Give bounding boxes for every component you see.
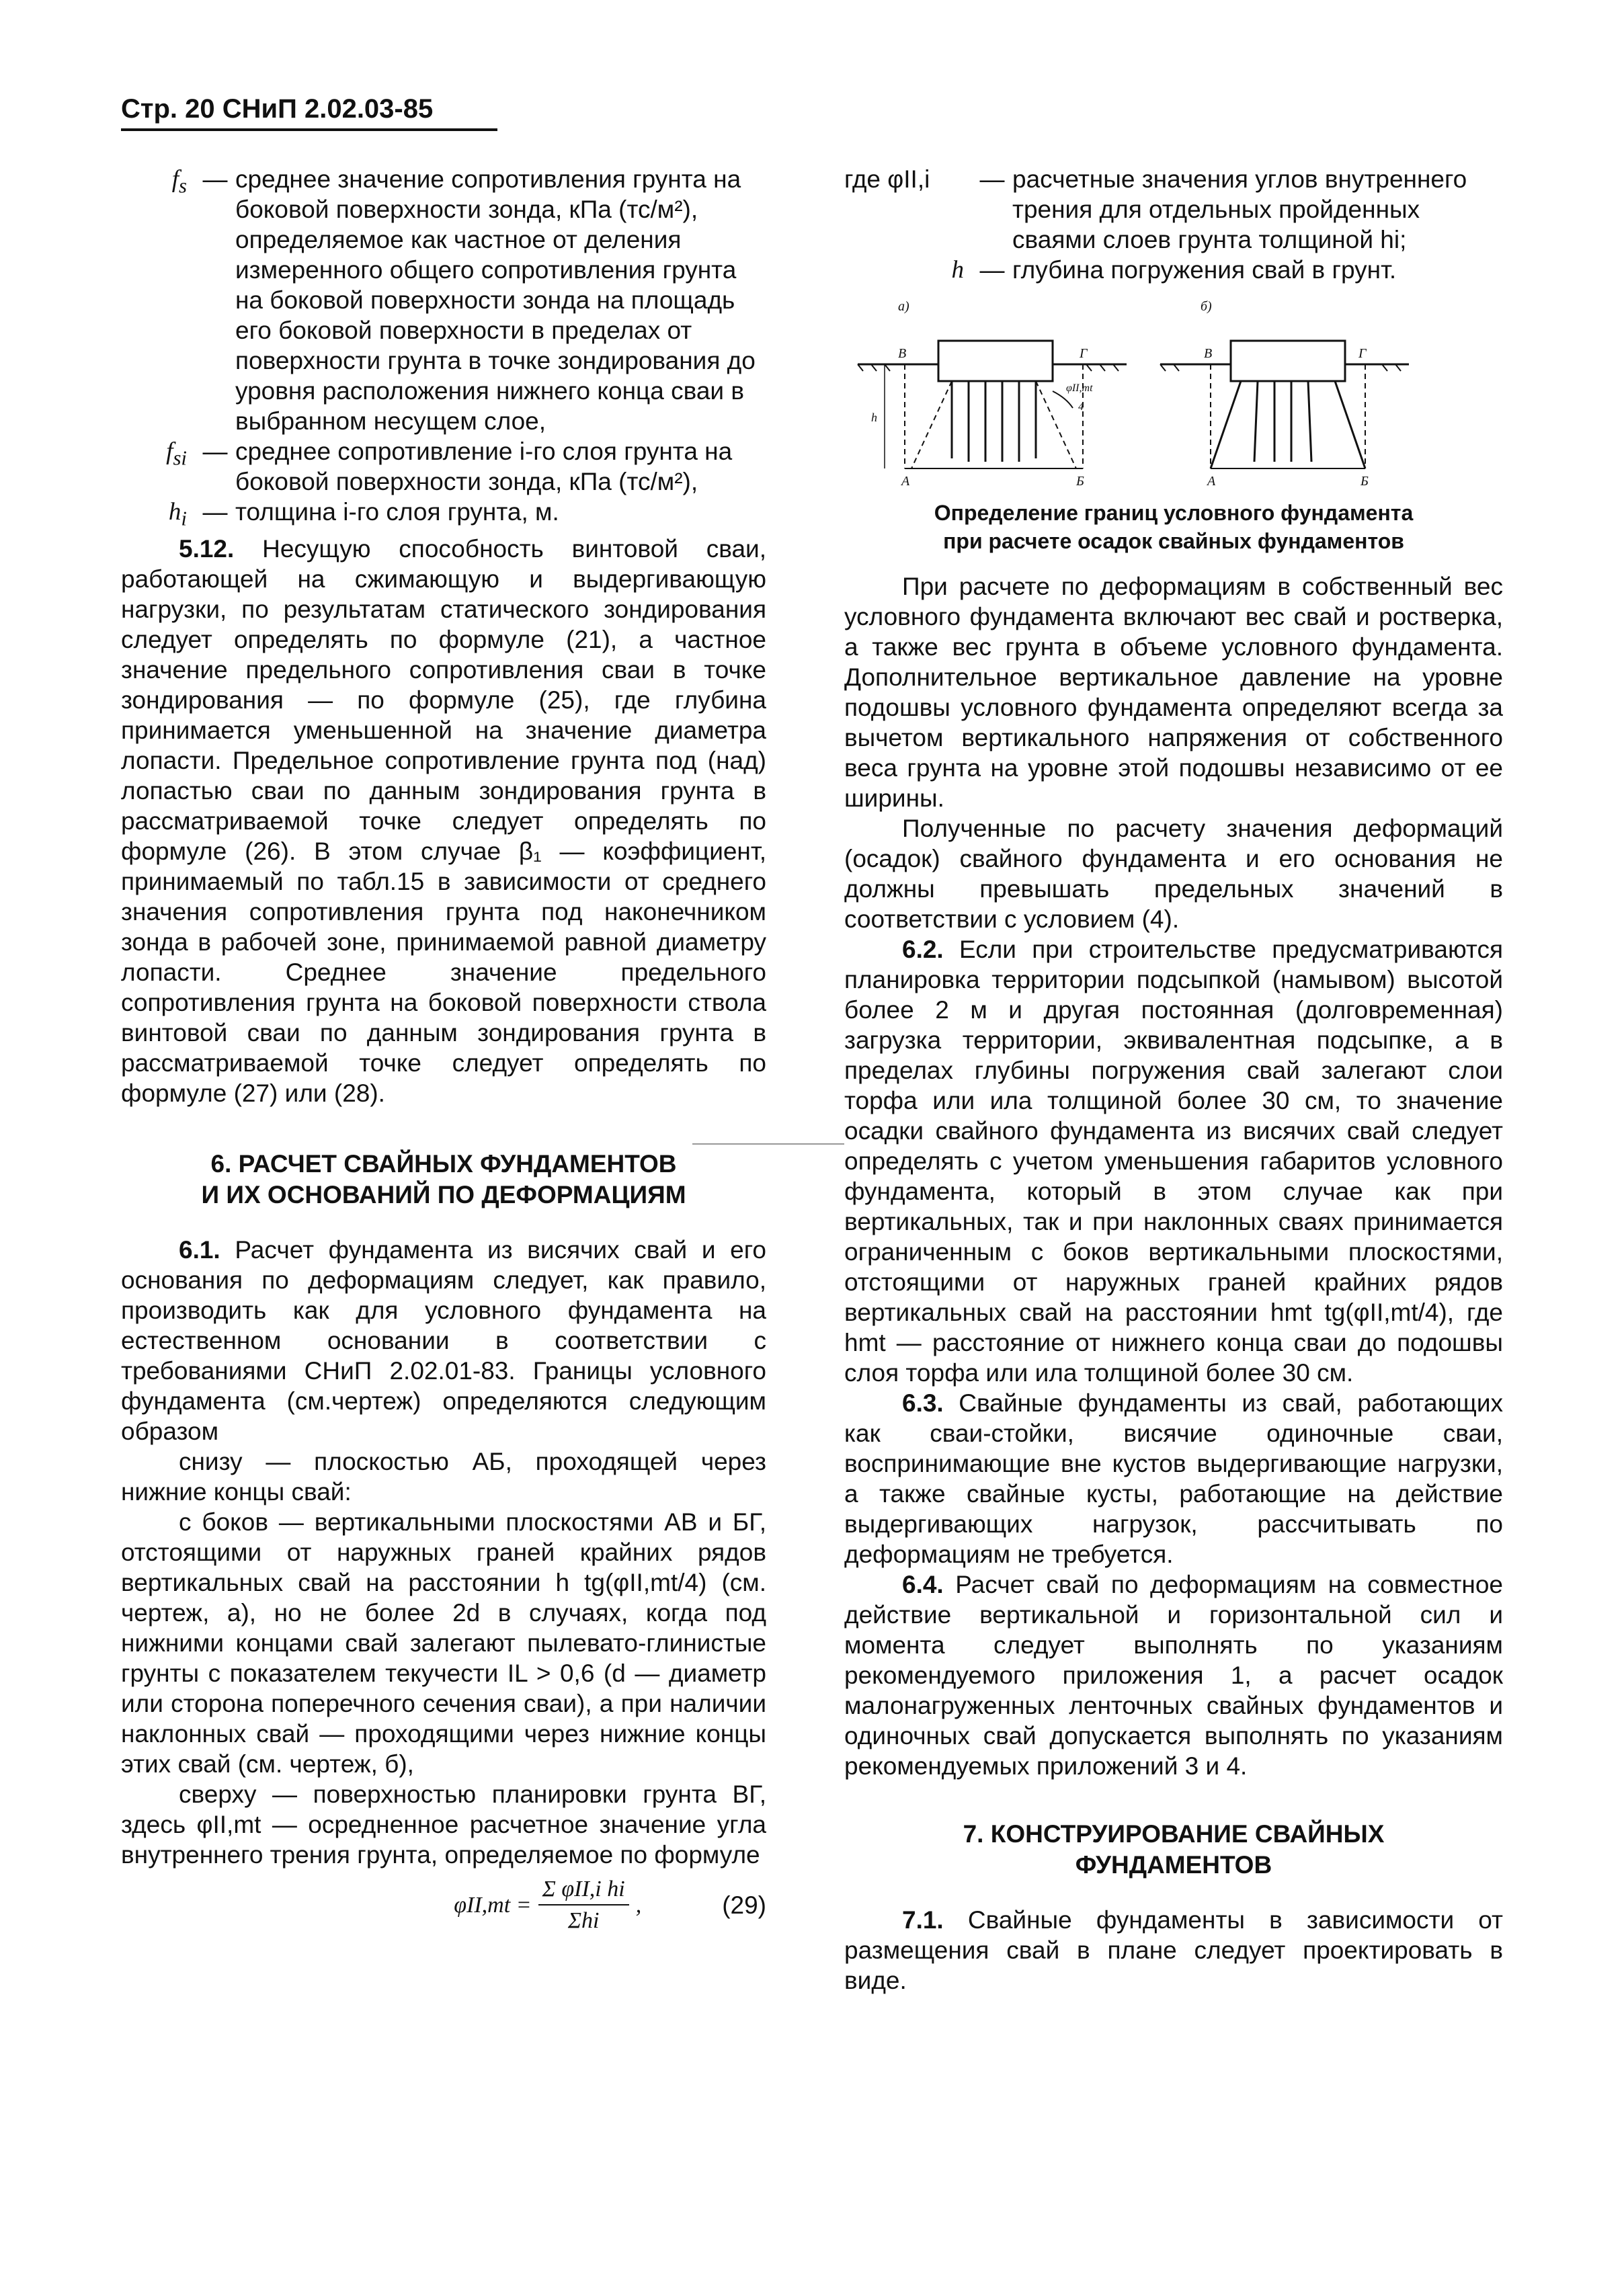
page-header: Стр. 20 СНиП 2.02.03-85 — [121, 94, 497, 131]
definition-phi: где φII,i — расчетные значения углов внутреннего трения для отдельных пройденных сваями слоев грунта толщиной hi; — [844, 164, 1503, 255]
definition-fsi: $f_{si}$ — среднее сопротивление i-го слоя грунта на боковой поверхности зонда, кПа (тс/м²), — [121, 436, 766, 497]
right-column — [844, 164, 1503, 1996]
label-A-b: А — [1207, 474, 1216, 489]
definition-text: среднее сопротивление i-го слоя грунта на боковой поверхности зонда, кПа (тс/м²), — [235, 438, 733, 495]
formula-expression: φII,mt = $\frac{\text{Σ φII,i hi}}{\text{Σhi}}$ , — [454, 1874, 641, 1936]
figure-label-a: а) — [898, 299, 909, 314]
definition-symbol: $h_i$ — [168, 498, 187, 530]
definition-h: h — глубина погружения свай в грунт. — [844, 255, 1503, 285]
label-G-a: Г — [1080, 346, 1088, 361]
label-G-b: Г — [1358, 346, 1367, 361]
label-h: h — [871, 411, 877, 424]
conditional-foundation-drawing — [844, 290, 1422, 492]
label-V-a: В — [898, 346, 907, 361]
definition-fs: $f_s$ — среднее значение сопротивления грунта на боковой поверхности зонда, кПа (тс/м²), определяемое как частное от деления измеренного общего сопротивления грунта на боковой поверхности зонда на площадь его боковой поверхности в пределах от поверхности грунта в точке зондирования до уровня расположения нижнего конца сваи в выбранном несущем слое, — [121, 164, 766, 436]
paragraph-6-3: 6.3. Свайные фундаменты из свай, работающих как сваи-стойки, висячие одиночные сваи, воспринимающие вне кустов выдергивающие нагрузки, а также свайные кусты, работающие на действие выдергивающих нагрузок, рассчитывать по деформациям не требуется. — [844, 1389, 1503, 1568]
label-A-a: А — [901, 474, 910, 489]
paragraph-top-boundary: сверху — поверхностью планировки грунта ВГ, здесь φII,mt — осредненное расчетное значение угла внутреннего трения грунта, определяемое по формуле — [121, 1780, 766, 1869]
formula-number: (29) — [722, 1891, 766, 1919]
figure-caption: Определение границ условного фундамента при расчете осадок свайных фундаментов — [934, 501, 1414, 553]
paragraph-6-2: 6.2. Если при строительстве предусматриваются планировка территории подсыпкой (намывом) высотой более 2 м и другая постоянная (долговременная) загрузка территории, эквивалентная подсыпке, а в пределах глубины погружения свай залегают слои торфа или ила толщиной более 30 см, то значение осадки свайного фундамента из висячих свай следует определять с учетом уменьшения габаритов условного фундамента, который в этом случае как при вертикальных, так и при наклонных сваях принимается ограниченным с боков вертикальными плоскостями, отстоящими от наружных граней крайних рядов вертикальных свай на расстоянии hmt tg(φII,mt/4), где hmt — расстояние от нижнего конца сваи до подошвы слоя торфа или ила толщиной более 30 см. — [844, 936, 1503, 1387]
label-V-b: В — [1204, 346, 1213, 361]
definition-symbol: h — [951, 256, 964, 284]
paragraph-bottom-boundary: снизу — плоскостью АБ, проходящей через нижние концы свай: — [121, 1448, 766, 1506]
definition-text: толщина i-го слоя грунта, м. — [235, 498, 559, 526]
paragraph-6-4: 6.4. Расчет свай по деформациям на совместное действие вертикальной и горизонтальной сил и момента следует выполнять по указаниям рекомендуемого приложения 1, а расчет осадок малонагруженных ленточных свайных фундаментов и одиночных свай допускается выполнять по указаниям рекомендуемых приложений 3 и 4. — [844, 1571, 1503, 1780]
definition-text: глубина погружения свай в грунт. — [1012, 256, 1397, 284]
paragraph-7-1: 7.1. Свайные фундаменты в зависимости от размещения свай в плане следует проектировать в виде. — [844, 1906, 1504, 1994]
definition-hi: $h_i$ — толщина i-го слоя грунта, м. — [121, 497, 766, 534]
definition-symbol: $f_{si}$ — [166, 438, 187, 470]
label-B-a: Б — [1076, 474, 1084, 489]
scan-artifact-line — [692, 1143, 844, 1145]
definition-text: расчетные значения углов внутреннего трения для отдельных пройденных сваями слоев грунта толщиной hi; — [1012, 165, 1467, 253]
label-B-b: Б — [1361, 474, 1369, 489]
label-phi: φII,mt — [1066, 382, 1093, 394]
label-four: 4 — [1078, 401, 1084, 413]
paragraph-5-12: 5.12. Несущую способность винтовой сваи, работающей на сжимающую и выдергивающую нагрузки, по результатам статического зондирования следует определять по формуле (21), а частное значение предельного сопротивления сваи в точке зондирования — по формуле (25), где глубина принимается уменьшенной на значение диаметра лопасти. Предельное сопротивление грунта под (над) лопастью сваи по данным зондирования грунта в рассматриваемой точке следует определять по формуле (26). В этом случае β₁ — коэффициент, принимаемый по табл.15 в зависимости от среднего значения сопротивления грунта под наконечником зонда в рабочей зоне, принимаемой равной диаметру лопасти. Среднее значение предельного сопротивления грунта на боковой поверхности ствола винтовой сваи по данным зондирования грунта в рассматриваемой точке следует определять по формуле (27) или (28). — [121, 535, 767, 1108]
formula-29 — [121, 1874, 766, 1936]
left-column — [121, 164, 766, 1936]
figure-label-b: б) — [1201, 299, 1212, 314]
sketch-b — [1160, 341, 1409, 468]
paragraph-6-1: 6.1. Расчет фундамента из висячих свай и его основания по деформациям следует, как правило, производить как для условного фундамента на естественном основании в соответствии с требованиями СНиП 2.02.01-83. Границы условного фундамента (см.чертеж) определяются следующим образом — [121, 1236, 766, 1446]
section-6-title: 6. РАСЧЕТ СВАЙНЫХ ФУНДАМЕНТОВ И ИХ ОСНОВАНИЙ ПО ДЕФОРМАЦИЯМ — [201, 1150, 686, 1209]
paragraph-side-boundaries: с боков — вертикальными плоскостями АВ и БГ, отстоящими от наружных граней крайних рядов вертикальных свай на расстоянии h tg(φII,mt/4) (см. чертеж, а), но не более 2d в случаях, когда под нижними концами свай залегают пылевато-глинистые грунты с показателем текучести IL > 0,6 (d — диаметр или сторона поперечного сечения сваи), а при наличии наклонных свай — проходящими через нижние концы этих свай (см. чертеж, б), — [121, 1508, 766, 1778]
definition-text: среднее значение сопротивления грунта на боковой поверхности зонда, кПа (тс/м²), определяемое как частное от деления измеренного общего сопротивления грунта на боковой поверхности зонда на площадь его боковой поверхности в пределах от поверхности грунта в точке зондирования до уровня расположения нижнего конца сваи в выбранном несущем слое, — [235, 165, 756, 435]
paragraph-limit-deformations: Полученные по расчету значения деформаций (осадок) свайного фундамента и его основания не должны превышать предельных значений в соответствии с условием (4). — [844, 815, 1503, 933]
definition-symbol: где φII,i — [844, 165, 930, 193]
definition-symbol: $f_s$ — [171, 165, 187, 198]
section-7-title: 7. КОНСТРУИРОВАНИЕ СВАЙНЫХ ФУНДАМЕНТОВ — [963, 1820, 1385, 1879]
paragraph-dead-weight: При расчете по деформациям в собственный вес условного фундамента включают вес свай и ростверка, а также вес грунта в объеме условного фундамента. Дополнительное вертикальное давление на уровне подошвы условного фундамента определяют всегда за вычетом вертикального напряжения от собственного веса грунта на уровне этой подошвы независимо от ее ширины. — [844, 573, 1503, 812]
formula-fraction: $\frac{\text{Σ φII,i hi}}{\text{Σhi}}$ — [538, 1874, 629, 1936]
